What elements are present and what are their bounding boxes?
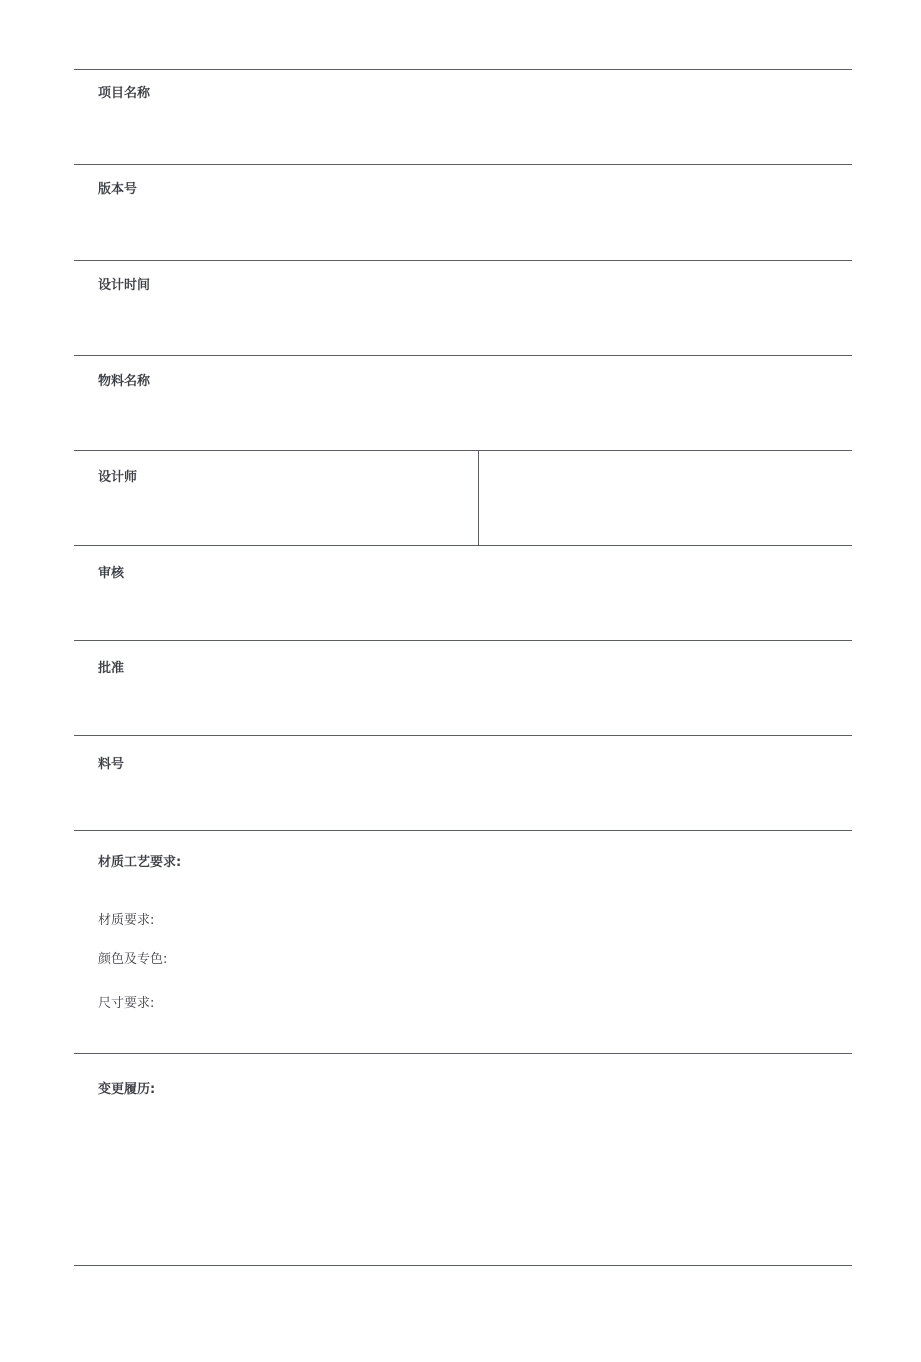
form-top-border [74,69,852,70]
part-number-label: 料号 [98,757,125,772]
project-name-label: 项目名称 [98,86,151,101]
row-divider [74,450,852,451]
row-divider [74,1053,852,1054]
designer-label: 设计师 [98,470,138,485]
material-requirement-label: 材质要求: [98,913,155,928]
size-requirement-label: 尺寸要求: [98,996,155,1011]
material-name-label: 物料名称 [98,374,151,389]
row-divider [74,830,852,831]
approve-label: 批准 [98,661,125,676]
review-label: 审核 [98,566,125,581]
row-divider [74,735,852,736]
form-bottom-border [74,1265,852,1266]
material-process-label: 材质工艺要求: [98,855,182,870]
row-divider [74,260,852,261]
row-divider [74,640,852,641]
design-time-label: 设计时间 [98,278,151,293]
version-label: 版本号 [98,182,138,197]
row-divider [74,164,852,165]
change-history-label: 变更履历: [98,1082,156,1097]
row-divider [74,355,852,356]
row-divider [74,545,852,546]
designer-column-divider [478,451,479,545]
color-requirement-label: 颜色及专色: [98,952,168,967]
